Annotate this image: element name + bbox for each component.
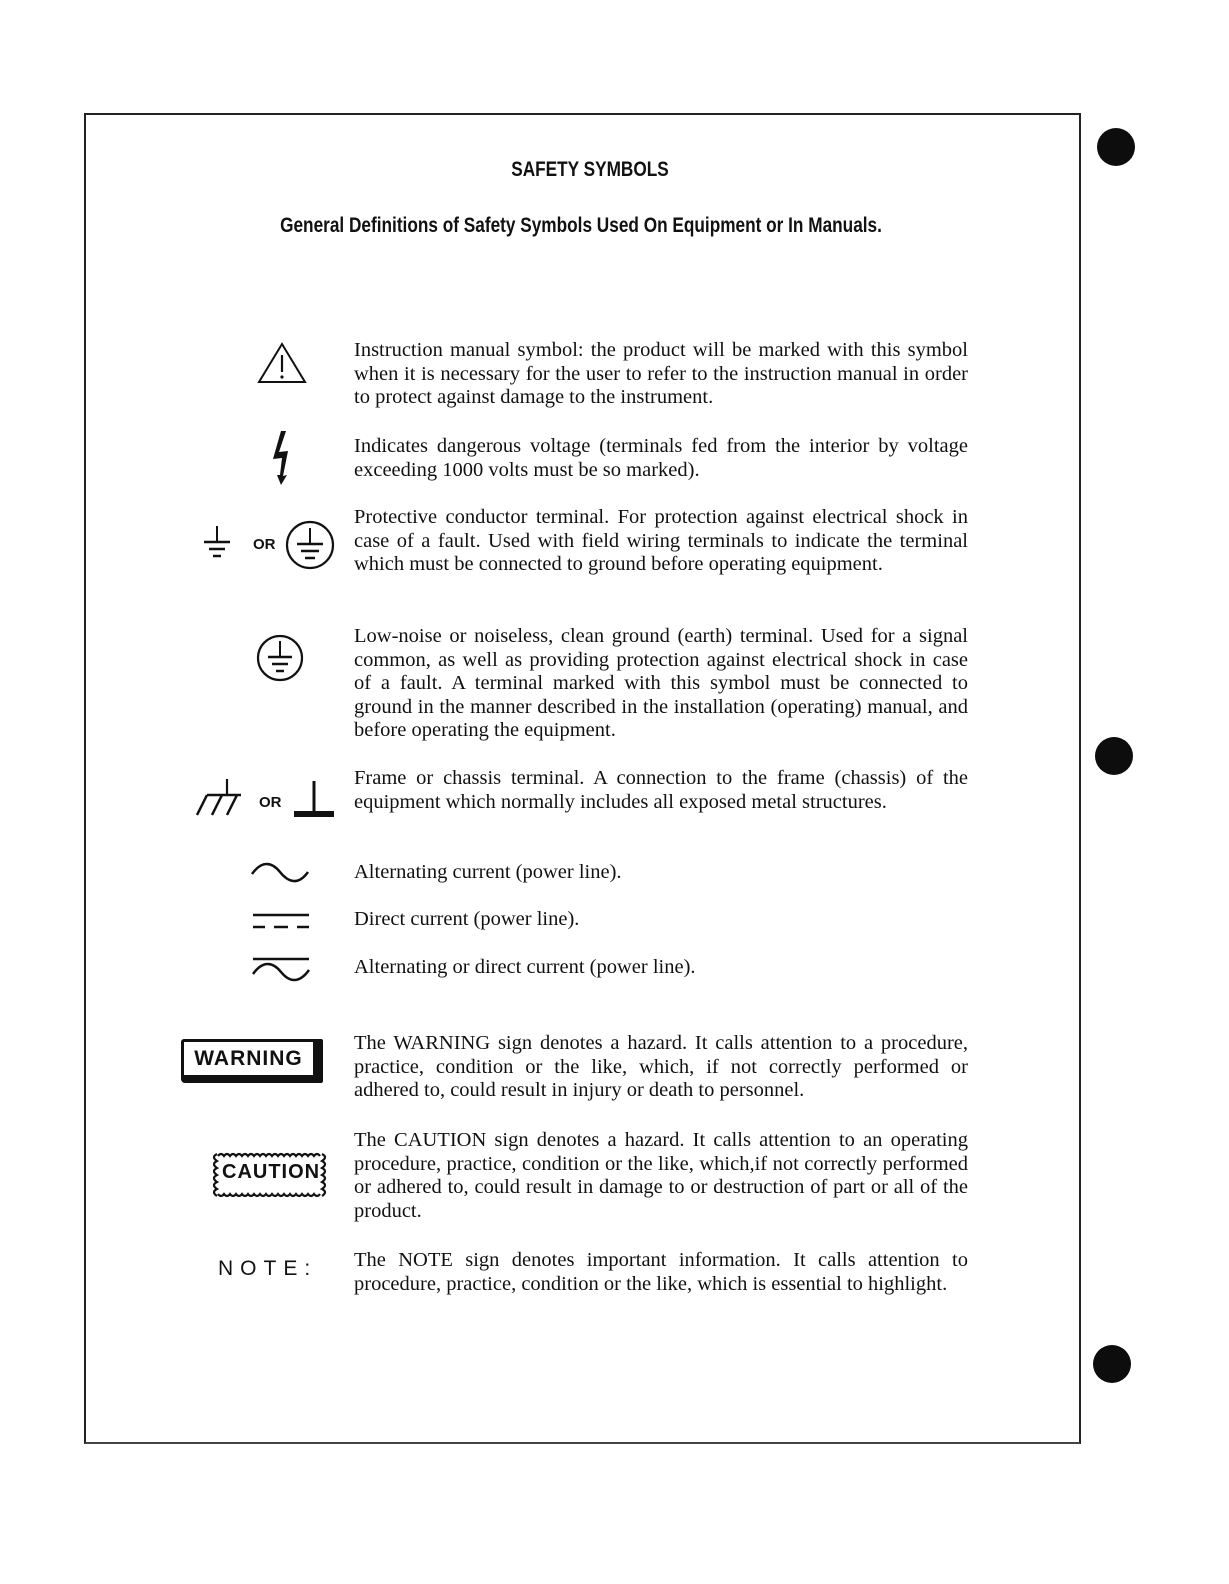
entry-alternating-current: Alternating current (power line). [354,861,622,883]
warning-triangle-icon [256,341,308,385]
page-title: SAFETY SYMBOLS [511,158,669,181]
binder-hole [1093,1345,1131,1383]
page-subtitle: General Definitions of Safety Symbols Used On Equipment or In Manuals. [280,214,882,237]
frame-terminal-icon [292,779,336,819]
or-label: OR [253,536,276,553]
note-label: NOTE: [218,1257,318,1280]
entry-direct-current: Direct current (power line). [354,908,580,930]
ac-icon [250,862,310,886]
lightning-bolt-icon [268,430,294,486]
entry-caution: The CAUTION sign denotes a hazard. It calls attention to an operating procedure, practice, condition or the like, which,if not correctly performed or adhered to, could result in damage to or destruction of part or all of the product. [354,1129,968,1222]
entry-protective-conductor: Protective conductor terminal. For protection against electrical shock in case of a fault. Used with field wiring terminals to indicate the terminal which must be connected to ground before operating equipment. [354,506,968,575]
entry-instruction-manual: Instruction manual symbol: the product will be marked with this symbol when it is necessary for the user to refer to the instruction manual in order to protect against damage to the instrument. [354,339,968,408]
ac-dc-icon [251,955,311,983]
entry-note: The NOTE sign denotes important information. It calls attention to procedure, practice, condition or the like, which is essential to highlight. [354,1249,968,1295]
entry-ac-dc: Alternating or direct current (power line). [354,956,696,978]
entry-dangerous-voltage: Indicates dangerous voltage (terminals fed from the interior by voltage exceeding 1000 volts must be so marked). [354,435,968,481]
warning-sign [181,1039,323,1083]
ground-icon [202,524,232,562]
chassis-ground-icon [193,777,247,817]
entry-warning: The WARNING sign denotes a hazard. It calls attention to a procedure, practice, condition or the like, which, if not correctly performed or adhered to, could result in injury or death to personnel. [354,1032,968,1101]
or-label: OR [259,794,282,811]
binder-hole [1097,128,1135,166]
binder-hole [1095,737,1133,775]
warning-label: WARNING [194,1046,303,1070]
entry-clean-ground: Low-noise or noiseless, clean ground (earth) terminal. Used for a signal common, as well as providing protection against electrical shock in case of a fault. A terminal marked with this symbol must be connected to ground in the manner described in the installation (operating) manual, and before operating the equipment. [354,625,968,741]
caution-label: CAUTION [222,1161,321,1183]
protective-ground-icon [285,520,335,570]
clean-ground-icon [255,633,305,683]
entry-frame-chassis: Frame or chassis terminal. A connection to the frame (chassis) of the equipment which normally includes all exposed metal structures. [354,767,968,813]
dc-icon [251,910,311,932]
